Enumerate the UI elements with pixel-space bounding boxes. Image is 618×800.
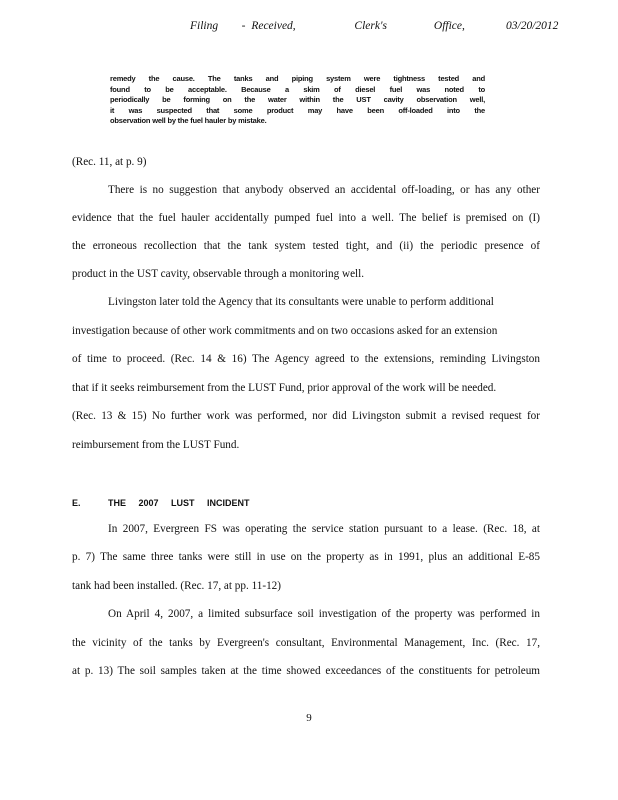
quote-line: found to be acceptable. Because a skim of diesel fuel was noted to	[110, 84, 485, 94]
section-label: E.	[72, 498, 81, 508]
paragraph-line: tank had been installed. (Rec. 17, at pp. 11-12)	[72, 580, 281, 592]
quote-line: remedy the cause. The tanks and piping system were tightness tested and	[110, 74, 485, 83]
paragraph-line: the vicinity of the tanks by Evergreen's consultant, Environmental Management, Inc. (Rec. 17,	[72, 637, 540, 649]
paragraph-line: On April 4, 2007, a limited subsurface soil investigation of the property was performed in	[108, 608, 540, 620]
paragraph-line: product in the UST cavity, observable through a monitoring well.	[72, 268, 365, 280]
block-quote	[110, 74, 485, 127]
section-title: THE 2007 LUST INCIDENT	[108, 498, 250, 508]
paragraph-line: Livingston later told the Agency that its consultants were unable to perform additional	[108, 296, 494, 308]
filing-header: Filing - Received, Clerk's Office, 03/20/2012	[190, 20, 559, 32]
paragraph-line: There is no suggestion that anybody observed an accidental off-loading, or has any other	[108, 184, 540, 196]
paragraph-line: (Rec. 13 & 15) No further work was performed, nor did Livingston submit a revised request for	[72, 410, 540, 422]
paragraph-line: evidence that the fuel hauler accidentally pumped fuel into a well. The belief is premised on (I)	[72, 212, 540, 224]
paragraph-line: investigation because of other work commitments and on two occasions asked for an extension	[72, 325, 498, 337]
paragraph-line: p. 7) The same three tanks were still in use on the property as in 1991, plus an additional E-85	[72, 551, 540, 563]
quote-line: it was suspected that some product may have been off-loaded into the	[110, 105, 485, 115]
paragraph-line: that if it seeks reimbursement from the LUST Fund, prior approval of the work will be needed.	[72, 382, 497, 394]
quote-line: periodically be forming on the water within the UST cavity observation well,	[110, 95, 485, 104]
section-heading	[72, 498, 250, 508]
paragraph-line: In 2007, Evergreen FS was operating the service station pursuant to a lease. (Rec. 18, at	[108, 523, 540, 535]
paragraph-line: at p. 13) The soil samples taken at the time showed exceedances of the constituents for petroleum	[72, 665, 540, 677]
quote-line: observation well by the fuel hauler by mistake.	[110, 116, 267, 125]
paragraph-line: of time to proceed. (Rec. 14 & 16) The Agency agreed to the extensions, reminding Livingston	[72, 353, 540, 365]
citation-line: (Rec. 11, at p. 9)	[72, 156, 147, 168]
paragraph-line: reimbursement from the LUST Fund.	[72, 439, 240, 451]
page-number: 9	[306, 712, 312, 724]
paragraph-line: the erroneous recollection that the tank system tested tight, and (ii) the periodic presence of	[72, 240, 540, 252]
